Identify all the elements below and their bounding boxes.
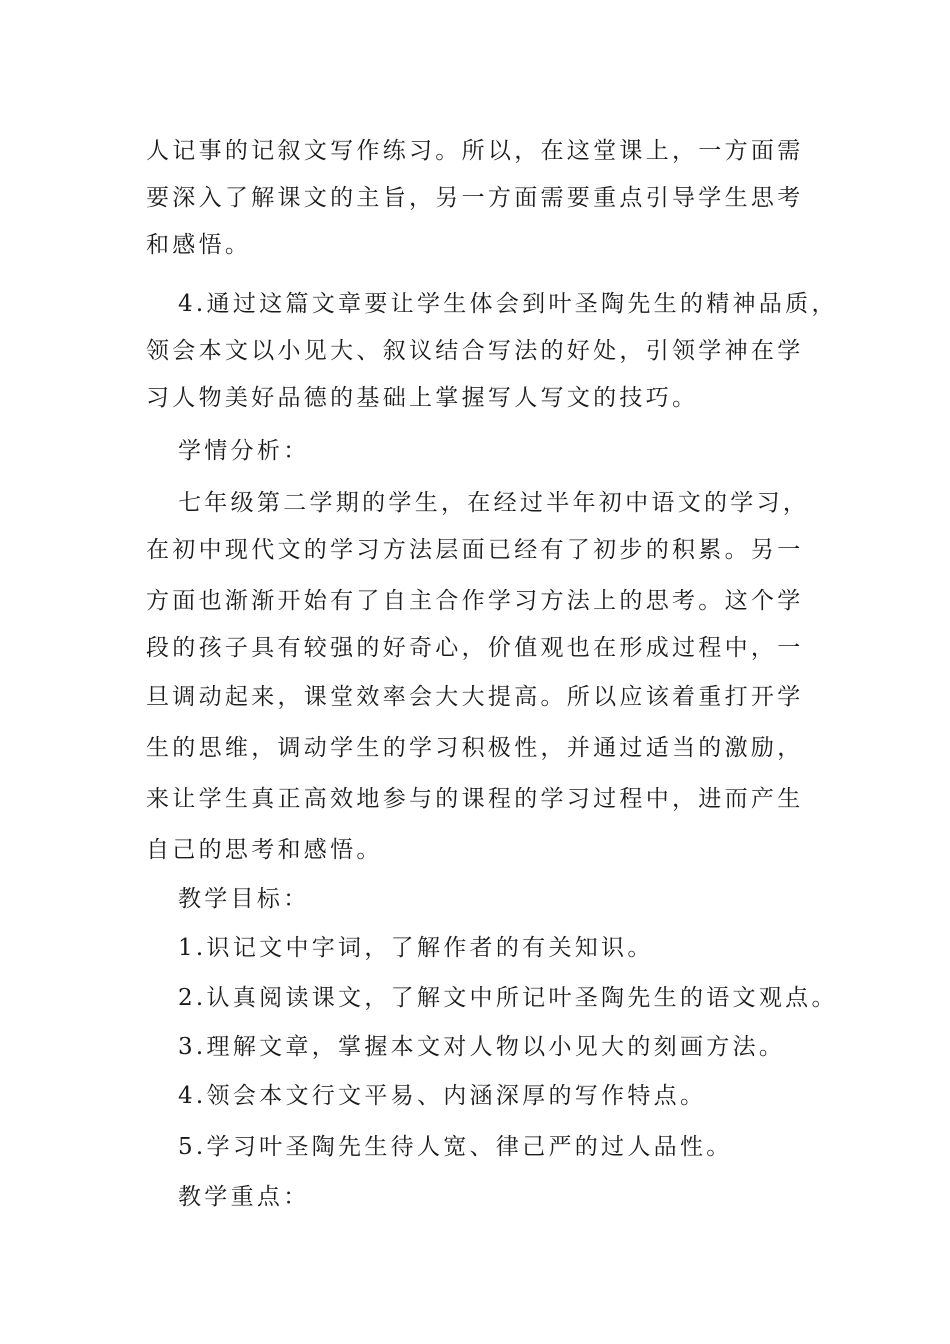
text-line: 段的孩子具有较强的好奇心，价值观也在形成过程中，一 [146, 635, 804, 661]
list-item: 5.学习叶圣陶先生待人宽、律己严的过人品性。 [178, 1134, 733, 1160]
text-line: 七年级第二学期的学生，在经过半年初中语文的学习， [178, 490, 810, 516]
section-heading: 教学重点： [178, 1184, 310, 1210]
text-line: 旦调动起来，课堂效率会大大提高。所以应该着重打开学 [146, 684, 804, 710]
text-line: 4.通过这篇文章要让学生体会到叶圣陶先生的精神品质， [178, 291, 838, 317]
text-line: 来让学生真正高效地参与的课程的学习过程中，进而产生 [146, 786, 804, 812]
list-item: 4.领会本文行文平易、内涵深厚的写作特点。 [178, 1083, 707, 1109]
list-item: 2.认真阅读课文，了解文中所记叶圣陶先生的语文观点。 [178, 985, 838, 1011]
section-heading: 学情分析： [178, 438, 310, 464]
text-line: 方面也渐渐开始有了自主合作学习方法上的思考。这个学 [146, 588, 804, 614]
text-line: 自己的思考和感悟。 [146, 837, 383, 863]
list-item: 1.识记文中字词，了解作者的有关知识。 [178, 935, 654, 961]
text-line: 人记事的记叙文写作练习。所以，在这堂课上，一方面需 [146, 138, 804, 164]
text-line: 要深入了解课文的主旨，另一方面需要重点引导学生思考 [146, 185, 804, 211]
text-line: 生的思维，调动学生的学习积极性，并通过适当的激励， [146, 735, 804, 761]
text-line: 和感悟。 [146, 232, 252, 258]
list-item: 3.理解文章，掌握本文对人物以小见大的刻画方法。 [178, 1034, 786, 1060]
text-line: 领会本文以小见大、叙议结合写法的好处，引领学神在学 [146, 338, 804, 364]
text-line: 在初中现代文的学习方法层面已经有了初步的积累。另一 [146, 537, 804, 563]
section-heading: 教学目标： [178, 886, 310, 912]
text-line: 习人物美好品德的基础上掌握写人写文的技巧。 [146, 385, 699, 411]
